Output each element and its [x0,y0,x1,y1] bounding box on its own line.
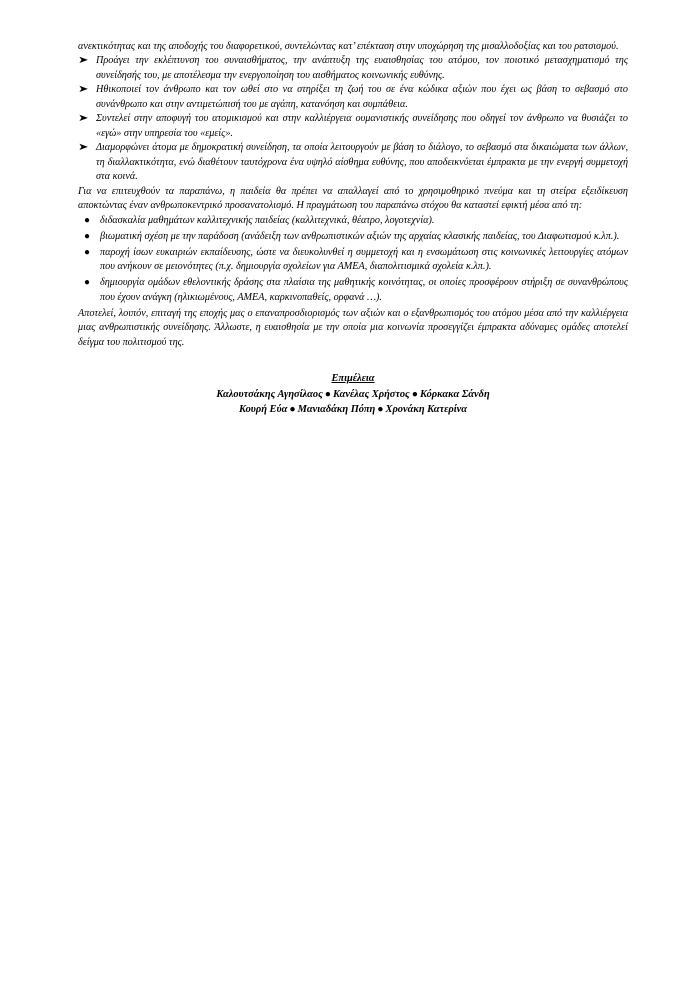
disc-bullet-list [78,214,628,305]
arrow-bullet-icon: ➤ [78,141,89,153]
list-item-text: δημιουργία ομάδων εθελοντικής δράσης στα πλαίσια της μαθητικής κοινότητας, οι οποίες προσφέρουν στήριξη σε συνανθρώπους που έχουν ανάγκη (ηλικιωμένους, ΑΜΕΑ, καρκινοπαθείς, ορφανά …). [100,277,628,303]
list-item [78,83,628,112]
list-item-text: διδασκαλία μαθημάτων καλλιτεχνικής παιδείας (καλλιτεχνικά, θέατρο, λογοτεχνία). [100,214,435,226]
list-item [78,230,628,244]
arrow-bullet-list [78,54,628,184]
credits-line-2 [78,403,628,418]
credits-line-1 [78,388,628,403]
credits-separator: ● [324,388,331,400]
list-item [78,214,628,228]
paragraph-middle: Για να επιτευχθούν τα παραπάνω, η παιδεία θα πρέπει να απαλλαγεί από το χρησιμοθηρικό πνεύμα και τη στείρα εξειδίκευση αποκτώντας έναν ανθρωποκεντρικό προσανατολισμό. Η πραγμάτωση του παραπάνω στόχου θα καταστεί εφικτή μέσα από τη: [78,185,628,212]
document-body [78,40,628,417]
list-item [78,246,628,275]
credits-separator: ● [289,403,296,415]
arrow-bullet-icon: ➤ [78,83,89,95]
credits-block [78,372,628,417]
list-item-text: Συντελεί στην αποφυγή του ατομικισμού και στην καλλιέργεια ουμανιστικής συνείδησης που οδηγεί τον άνθρωπο να θυσιάζει το «εγώ» στην υπηρεσία του «εμείς». [96,113,628,139]
credits-title: Επιμέλεια [331,373,375,385]
credit-name: Καλουτσάκης Αγησίλαος [216,388,323,400]
credits-separator: ● [377,403,384,415]
list-item-text: Διαμορφώνει άτομα με δημοκρατική συνείδηση, τα οποία λειτουργούν με βάση το διάλογο, το σεβασμό στα δικαιώματα των άλλων, τη διαλλακτικότητα, ενώ διαθέτουν ταυτόχρονα ένα υψηλό αίσθημα ευθύνης, που αποδεικνύεται έμπρακτα με την ενεργή συμμετοχή στα κοινά. [96,142,628,183]
list-item-text: βιωματική σχέση με την παράδοση (ανάδειξη των ανθρωπιστικών αξιών της αρχαίας κλασικής παιδείας, του Διαφωτισμού κ.λπ.). [100,230,620,242]
paragraph-conclusion: Αποτελεί, λοιπόν, επιταγή της εποχής μας ο επαναπροσδιορισμός των αξιών και ο εξανθρωπισμός του ατόμου μέσα από την καλλιέργεια μιας ανθρωπιστικής συνείδησης. Άλλωστε, η ευαισθησία με την οποία μια κοινωνία προσεγγίζει έμπρακτα αδύναμες ομάδες αποτελεί δείγμα του πολιτισμού της. [78,307,628,348]
credit-name: Κανέλας Χρήστος [332,388,410,400]
list-item [78,276,628,305]
credit-name: Μανιαδάκη Πόπη [297,403,376,415]
list-item [78,112,628,141]
disc-bullet-icon: ● [84,214,91,226]
list-item [78,141,628,184]
disc-bullet-icon: ● [84,246,91,258]
list-item-text: Προάγει την εκλέπτυνση του συναισθήματος, την ανάπτυξη της ευαισθησίας του ατόμου, τον ποιοτικό μετασχηματισμό της συνείδησής του, με αποτέλεσμα την ενεργοποίηση του αισθήματος κοινωνικής ευθύνης. [96,55,628,81]
arrow-bullet-icon: ➤ [78,54,89,66]
credit-name: Κουρή Εύα [239,403,288,415]
disc-bullet-icon: ● [84,230,91,242]
disc-bullet-icon: ● [84,277,91,289]
credits-separator: ● [411,388,418,400]
arrow-bullet-icon: ➤ [78,112,89,124]
paragraph-intro: ανεκτικότητας και της αποδοχής του διαφορετικού, συντελώντας κατ’ επέκταση στην υποχώρηση της μισαλλοδοξίας και του ρατσισμού. [78,41,619,52]
list-item [78,54,628,83]
credit-name: Κόρκακα Σάνδη [419,388,490,400]
list-item-text: παροχή ίσων ευκαιριών εκπαίδευσης, ώστε να διευκολυνθεί η συμμετοχή και η ενσωμάτωση στις κοινωνικές λειτουργίες ατόμων που ανήκουν σε μειονότητες (π.χ. δημιουργία σχολείων για ΑΜΕΑ, διαπολιτισμικά σχολεία κ.λπ.). [100,246,628,273]
list-item-text: Ηθικοποιεί τον άνθρωπο και τον ωθεί στο να στηρίξει τη ζωή του σε ένα κώδικα αξιών που έχει ως βάση το σεβασμό στο συνάνθρωπο και στην αντιμετώπισή του με αγάπη, κατανόηση και συμπάθεια. [96,84,628,110]
credit-name: Χρονάκη Κατερίνα [385,403,467,415]
